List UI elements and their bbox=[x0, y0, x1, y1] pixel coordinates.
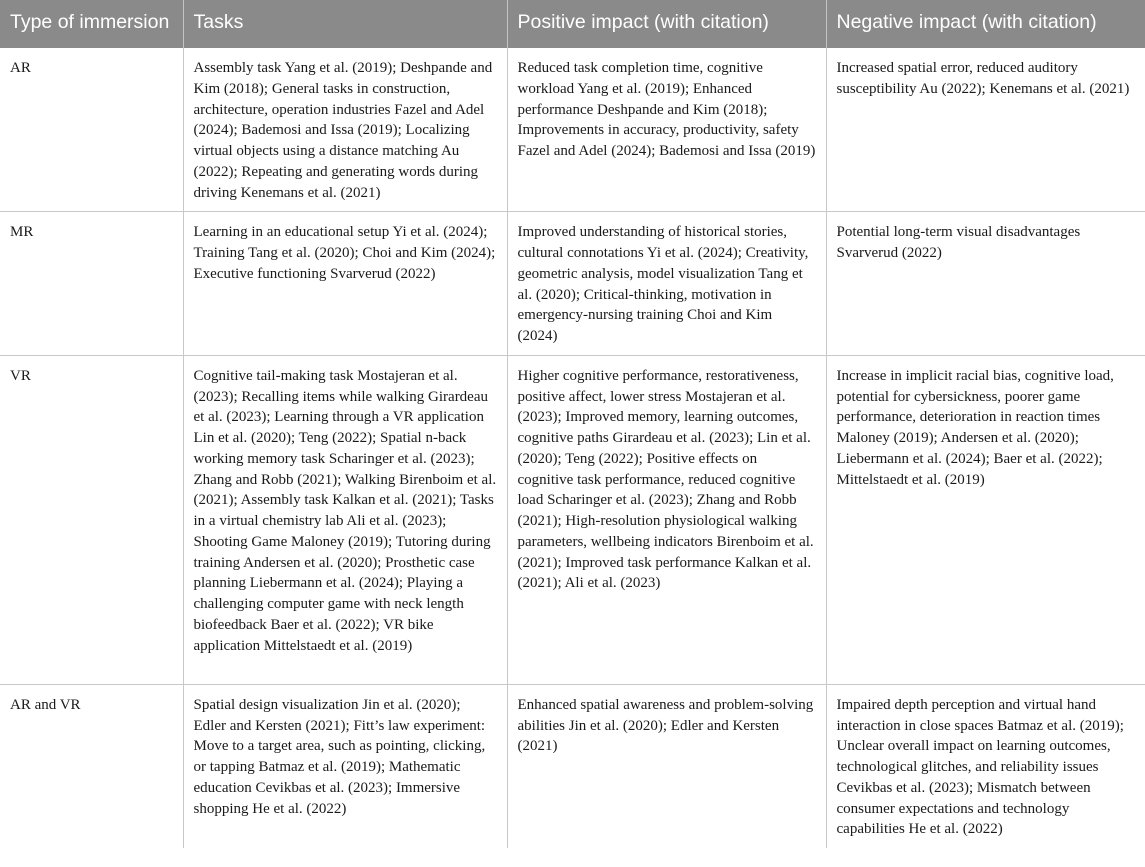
cell-positive: Enhanced spatial awareness and problem-solving abilities Jin et al. (2020); Edler and Kersten (2021) bbox=[507, 684, 826, 848]
header-type-of-immersion: Type of immersion bbox=[0, 0, 183, 48]
table-row bbox=[0, 212, 1145, 356]
cell-type: VR bbox=[0, 355, 183, 684]
cell-tasks: Cognitive tail-making task Mostajeran et al. (2023); Recalling items while walking Girardeau et al. (2023); Learning through a VR application Lin et al. (2020); Teng (2022); Spatial n-back working memory task Scharinger et al. (2023); Zhang and Robb (2021); Walking Birenboim et al. (2021); Assembly task Kalkan et al. (2021); Tasks in a virtual chemistry lab Ali et al. (2023); Shooting Game Maloney (2019); Tutoring during training Andersen et al. (2020); Prosthetic case planning Liebermann et al. (2024); Playing a challenging computer game with neck length biofeedback Baer et al. (2022); VR bike application Mittelstaedt et al. (2019) bbox=[183, 355, 507, 684]
cell-positive: Reduced task completion time, cognitive workload Yang et al. (2019); Enhanced performance Deshpande and Kim (2018); Improvements in accuracy, productivity, safety Fazel and Adel (2024); Bademosi and Issa (2019) bbox=[507, 48, 826, 212]
cell-type: AR and VR bbox=[0, 684, 183, 848]
cell-tasks: Spatial design visualization Jin et al. (2020); Edler and Kersten (2021); Fitt’s law experiment: Move to a target area, such as pointing, clicking, or tapping Batmaz et al. (2019); Mathematic education Cevikbas et al. (2023); Immersive shopping He et al. (2022) bbox=[183, 684, 507, 848]
cell-negative: Impaired depth perception and virtual hand interaction in close spaces Batmaz et al. (2019); Unclear overall impact on learning outcomes, technological glitches, and reliability issues Cevikbas et al. (2023); Mismatch between consumer expectations and technology capabilities He et al. (2022) bbox=[836, 696, 1124, 838]
cell-type: AR bbox=[0, 48, 183, 212]
cell-positive: Higher cognitive performance, restorativeness, positive affect, lower stress Mostajeran et al. (2023); Improved memory, learning outcomes, cognitive paths Girardeau et al. (2023); Lin et al. (2020); Teng (2022); Positive effects on cognitive task performance, reduced cognitive load Scharinger et al. (2023); Zhang and Robb (2021); High-resolution physiological walking parameters, wellbeing indicators Birenboim et al. (2021); Improved task performance Kalkan et al. (2021); Ali et al. (2023) bbox=[507, 355, 826, 684]
cell-negative: Potential long-term visual disadvantages Svarverud (2022) bbox=[826, 212, 1145, 356]
table-row bbox=[0, 684, 1145, 848]
cell-negative: Increased spatial error, reduced auditory susceptibility Au (2022); Kenemans et al. (2021) bbox=[826, 48, 1145, 212]
header-row bbox=[0, 0, 1145, 48]
table-header bbox=[0, 0, 1145, 48]
table-body bbox=[0, 48, 1145, 848]
cell-positive: Improved understanding of historical stories, cultural connotations Yi et al. (2024); Creativity, geometric analysis, model visualization Tang et al. (2020); Critical-thinking, motivation in emergency-nursing training Choi and Kim (2024) bbox=[507, 212, 826, 356]
table-row bbox=[0, 48, 1145, 212]
header-negative-impact: Negative impact (with citation) bbox=[826, 0, 1145, 48]
cell-tasks: Learning in an educational setup Yi et al. (2024); Training Tang et al. (2020); Choi and Kim (2024); Executive functioning Svarverud (2022) bbox=[183, 212, 507, 356]
cell-type: MR bbox=[0, 212, 183, 356]
table-row bbox=[0, 355, 1145, 684]
header-positive-impact: Positive impact (with citation) bbox=[507, 0, 826, 48]
cell-negative: Increase in implicit racial bias, cognitive load, potential for cybersickness, poorer game performance, deterioration in reaction times Maloney (2019); Andersen et al. (2020); Liebermann et al. (2024); Baer et al. (2022); Mittelstaedt et al. (2019) bbox=[826, 355, 1145, 684]
header-tasks: Tasks bbox=[183, 0, 507, 48]
cell-tasks: Assembly task Yang et al. (2019); Deshpande and Kim (2018); General tasks in construction, architecture, operation industries Fazel and Adel (2024); Bademosi and Issa (2019); Localizing virtual objects using a distance matching Au (2022); Repeating and generating words during driving Kenemans et al. (2021) bbox=[183, 48, 507, 212]
